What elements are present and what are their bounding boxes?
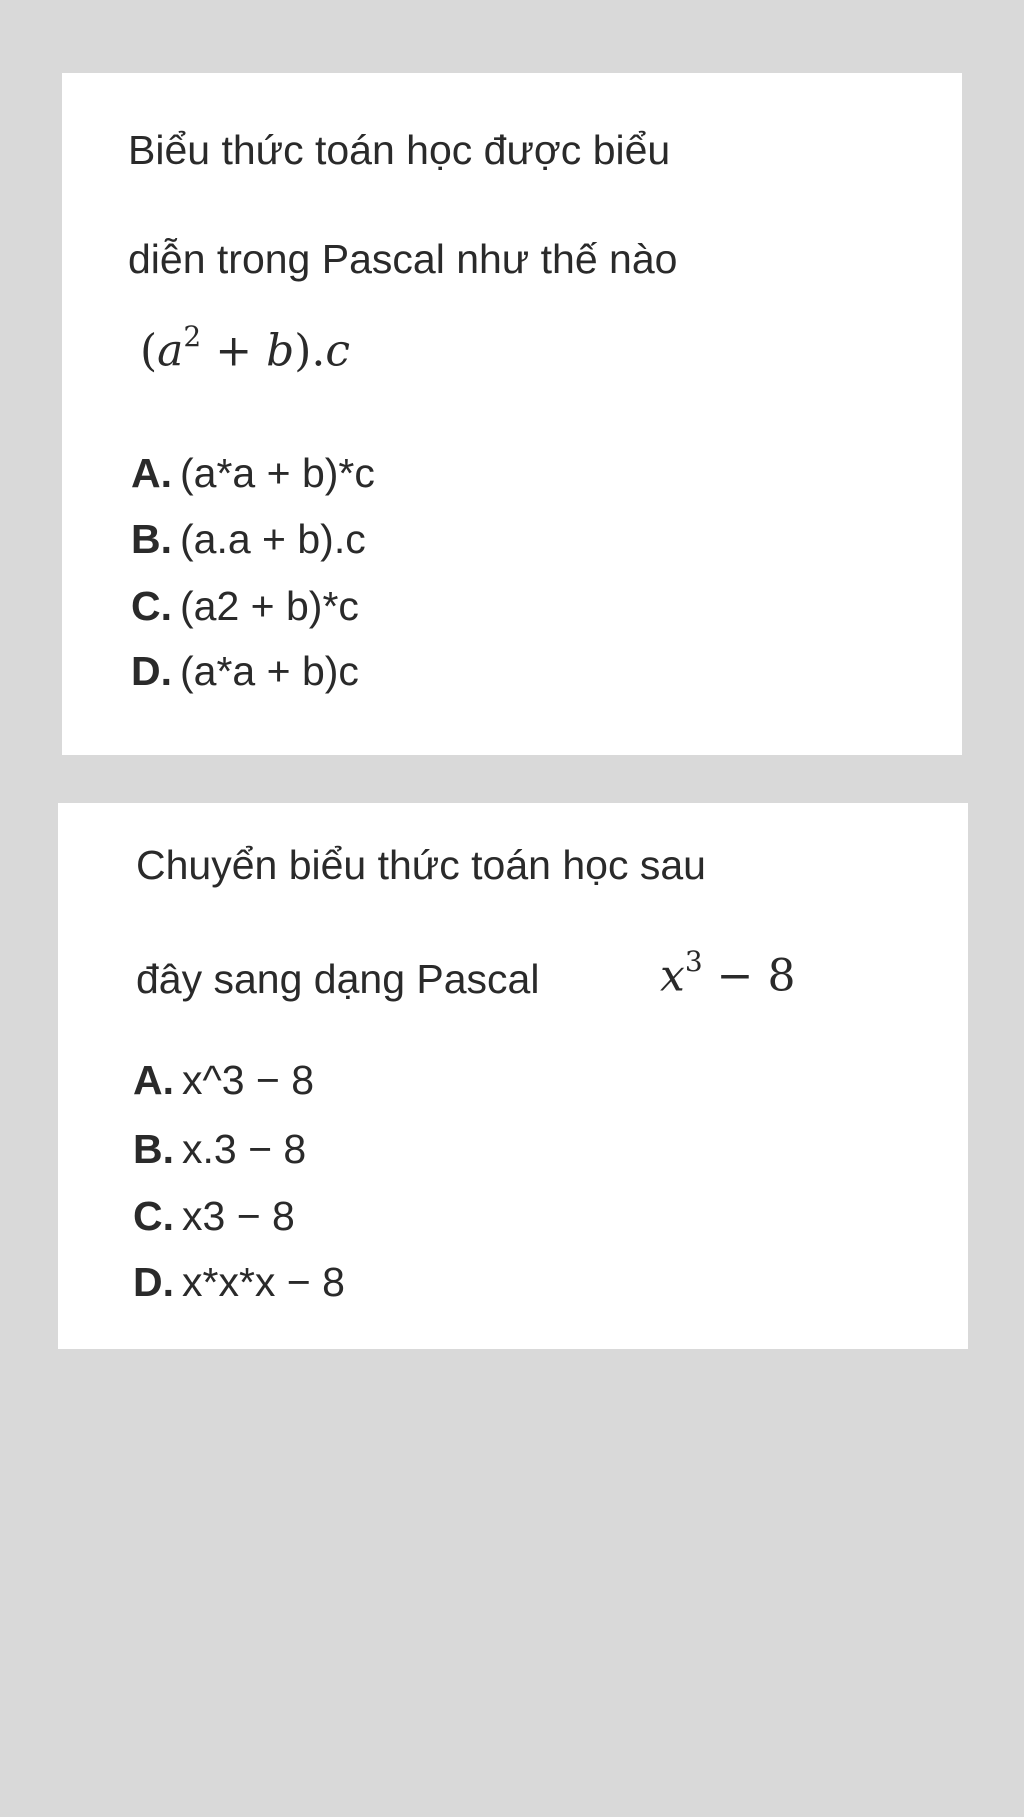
option-text: (a.a + b).c <box>180 516 366 562</box>
question-2-expression <box>660 945 796 1002</box>
option-letter: C. <box>133 1193 174 1239</box>
question-card-2 <box>58 803 968 1349</box>
option-letter: C. <box>131 583 172 629</box>
option-letter: A. <box>131 450 172 496</box>
option-letter: B. <box>133 1126 174 1172</box>
option-text: x.3 − 8 <box>182 1126 307 1172</box>
question-1-option-a[interactable] <box>131 450 375 496</box>
option-text: x^3 − 8 <box>182 1057 315 1103</box>
expr-exponent: 2 <box>183 320 202 353</box>
option-text: (a*a + b)c <box>180 648 359 694</box>
option-text: (a*a + b)*c <box>180 450 375 496</box>
option-text: (a2 + b)*c <box>180 583 359 629</box>
question-1-option-c[interactable] <box>131 583 359 629</box>
expr-close-dot: ). <box>294 325 326 377</box>
option-letter: B. <box>131 516 172 562</box>
question-card-1 <box>62 73 962 755</box>
question-2-option-b[interactable] <box>133 1126 307 1172</box>
question-2-option-a[interactable] <box>133 1057 315 1103</box>
expr-exponent: 3 <box>684 945 703 978</box>
expr-var-a: a <box>157 325 184 377</box>
expr-var-b: b <box>266 325 295 377</box>
question-1-expression <box>140 320 351 377</box>
expr-minus-eight: − 8 <box>702 950 796 1002</box>
expr-open-paren: ( <box>140 325 158 377</box>
question-1-option-d[interactable] <box>131 648 359 694</box>
option-text: x*x*x − 8 <box>182 1259 345 1305</box>
option-letter: D. <box>133 1259 174 1305</box>
expr-plus: + <box>201 325 267 377</box>
question-2-option-c[interactable] <box>133 1193 295 1239</box>
expr-var-c: c <box>325 325 351 377</box>
option-letter: D. <box>131 648 172 694</box>
question-2-text-line-2: đây sang dạng Pascal <box>136 956 540 1002</box>
expr-var-x: x <box>660 950 685 1002</box>
question-2-option-d[interactable] <box>133 1259 345 1305</box>
question-1-option-b[interactable] <box>131 516 366 562</box>
question-1-text-line-2: diễn trong Pascal như thế nào <box>128 236 678 282</box>
option-text: x3 − 8 <box>182 1193 295 1239</box>
question-2-text-line-1: Chuyển biểu thức toán học sau <box>136 842 706 888</box>
option-letter: A. <box>133 1057 174 1103</box>
question-1-text-line-1: Biểu thức toán học được biểu <box>128 127 671 173</box>
